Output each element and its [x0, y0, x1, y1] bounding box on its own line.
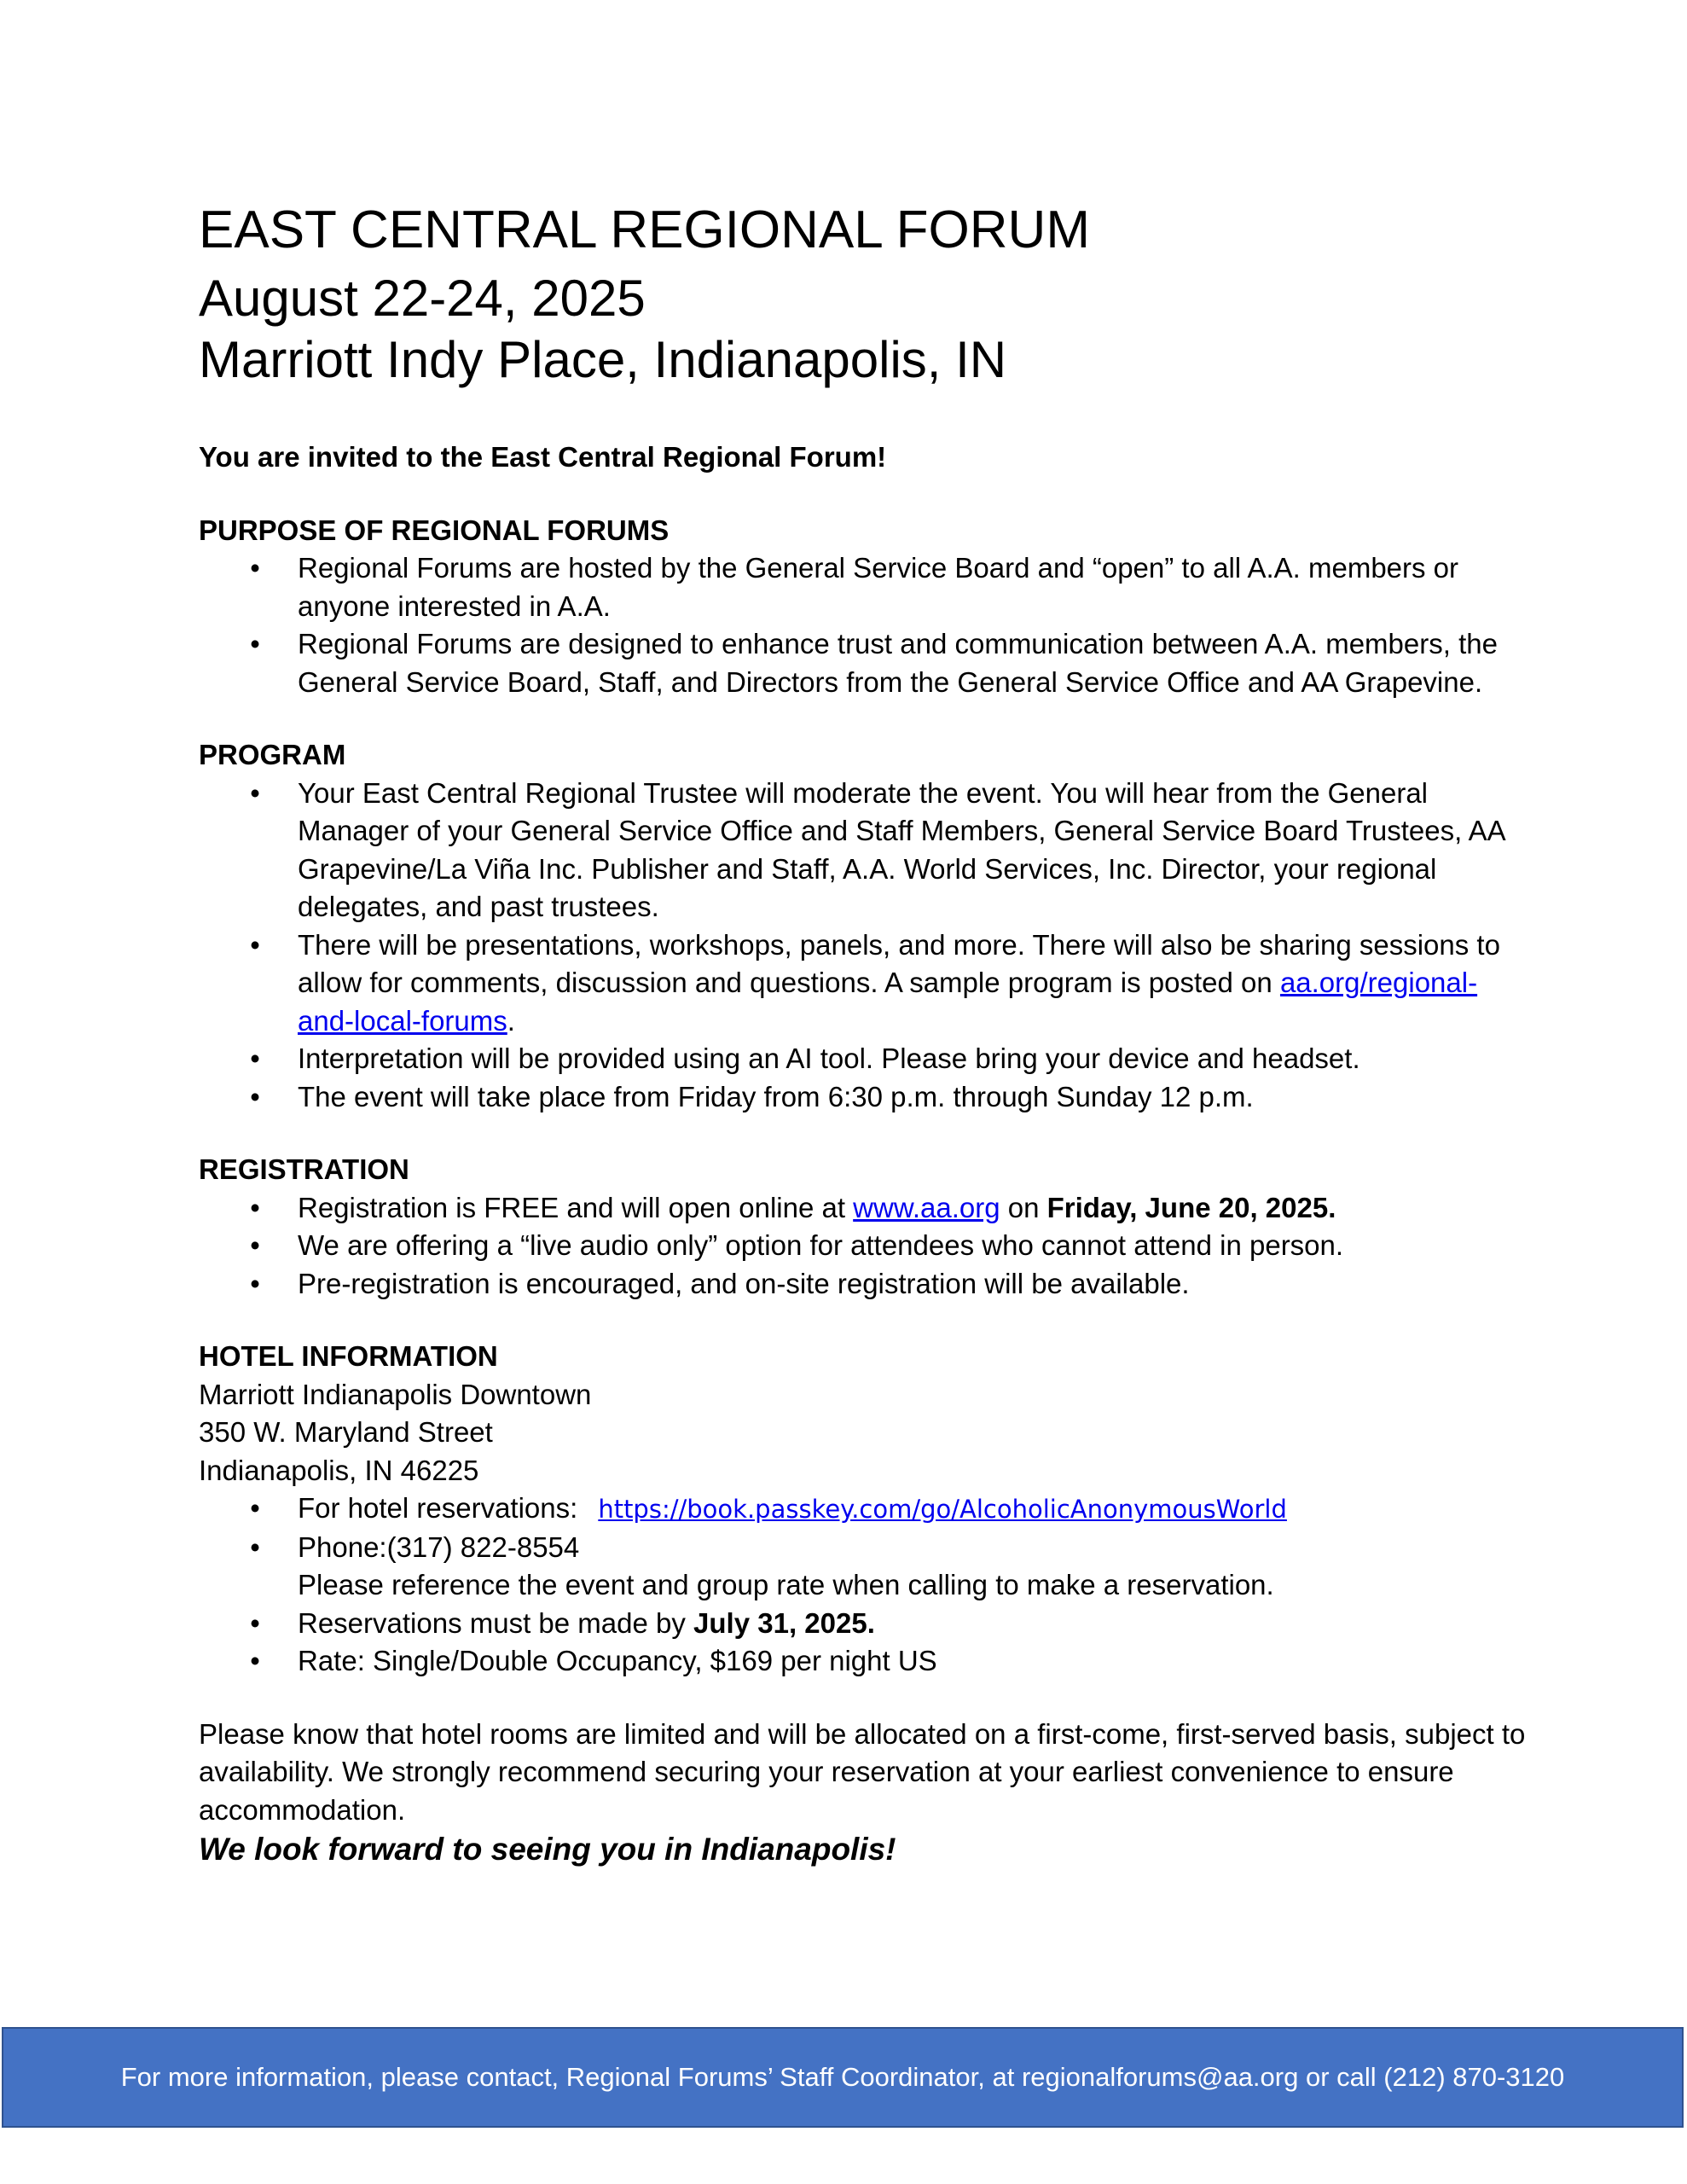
list-item: • Regional Forums are designed to enhance trust and communication between A.A. members, the General Service Board, Staff, and Directors from the General Service Office and AA Grapevine.	[199, 625, 1529, 701]
bullet-icon: •	[250, 1043, 260, 1074]
purpose-heading: PURPOSE OF REGIONAL FORUMS	[199, 514, 670, 546]
bullet-icon: •	[250, 628, 260, 659]
bullet-icon: •	[250, 1531, 260, 1563]
hotel-name: Marriott Indianapolis Downtown	[199, 1378, 592, 1410]
bullet-icon: •	[250, 1645, 260, 1676]
closing-text: Please know that hotel rooms are limited and will be allocated on a first-come, first-served basis, subject to availability. We strongly recommend securing your reservation at your earliest convenience to ensure accommodation.	[199, 1717, 1526, 1826]
closing-emphasis: We look forward to seeing you in Indianapolis!	[199, 1832, 896, 1867]
footer-text: For more information, please contact, Regional Forums’ Staff Coordinator, at regionalforums@aa.org or call (212) 870-3120	[120, 2062, 1565, 2092]
registration-list	[199, 1189, 1529, 1304]
event-dates: August 22-24, 2025	[199, 270, 646, 327]
bullet-icon: •	[250, 1191, 260, 1223]
registration-section	[199, 1151, 1529, 1303]
hotel-heading: HOTEL INFORMATION	[199, 1340, 498, 1372]
aa-website-link[interactable]: www.aa.org	[853, 1191, 1000, 1223]
document-body	[199, 198, 1529, 1870]
list-item: • Phone:(317) 822-8554 Please reference the event and group rate when calling to make a reservation.	[199, 1529, 1529, 1605]
purpose-section	[199, 512, 1529, 702]
bullet-icon: •	[250, 1492, 260, 1524]
list-item: • Reservations must be made by July 31, 2025.	[199, 1605, 1529, 1643]
bullet-icon: •	[250, 1606, 260, 1639]
bullet-icon: •	[250, 928, 260, 961]
bullet-icon: •	[250, 1080, 260, 1112]
page-title: EAST CENTRAL REGIONAL FORUM	[199, 200, 1090, 259]
program-section	[199, 736, 1529, 1116]
list-item: • For hotel reservations: https://book.passkey.com/go/AlcoholicAnonymousWorld	[199, 1490, 1529, 1529]
bullet-icon: •	[250, 1229, 260, 1261]
list-item: • Pre-registration is encouraged, and on-site registration will be available.	[199, 1265, 1529, 1304]
hotel-section	[199, 1338, 1529, 1681]
hotel-reservation-link[interactable]: https://book.passkey.com/go/AlcoholicAnonymousWorld	[598, 1495, 1287, 1524]
contact-footer	[2, 2027, 1684, 2128]
forums-link[interactable]: aa.org/regional-and-local-forums	[298, 967, 1478, 1037]
list-item: • Regional Forums are hosted by the General Service Board and “open” to all A.A. members or anyone interested in A.A.	[199, 549, 1529, 625]
registration-open-date: Friday, June 20, 2025.	[1046, 1191, 1336, 1223]
bullet-icon: •	[250, 1267, 260, 1299]
program-list	[199, 775, 1529, 1117]
list-item: • We are offering a “live audio only” option for attendees who cannot attend in person.	[199, 1227, 1529, 1265]
list-item: • There will be presentations, workshops, panels, and more. There will also be sharing sessions to allow for comments, discussion and questions. A sample program is posted on aa.org/regional-and-local-forums.	[199, 926, 1529, 1041]
bullet-icon: •	[250, 776, 260, 809]
registration-heading: REGISTRATION	[199, 1153, 409, 1185]
hotel-rate: Rate: Single/Double Occupancy, $169 per night US	[298, 1645, 937, 1676]
purpose-list	[199, 549, 1529, 701]
list-item: • Interpretation will be provided using an AI tool. Please bring your device and headset.	[199, 1040, 1529, 1078]
event-venue: Marriott Indy Place, Indianapolis, IN	[199, 331, 1007, 388]
hotel-street: 350 W. Maryland Street	[199, 1416, 493, 1448]
invite-text: You are invited to the East Central Regional Forum!	[199, 441, 887, 473]
program-heading: PROGRAM	[199, 739, 346, 770]
closing-section	[199, 1716, 1529, 1871]
list-item: • Registration is FREE and will open online at www.aa.org on Friday, June 20, 2025.	[199, 1189, 1529, 1228]
hotel-phone: Phone:(317) 822-8554	[298, 1531, 580, 1563]
reservation-deadline: July 31, 2025.	[693, 1606, 875, 1639]
list-item: • Your East Central Regional Trustee will moderate the event. You will hear from the General Manager of your General Service Office and Staff Members, General Service Board Trustees, AA Grapevine/La Viña Inc. Publisher and Staff, A.A. World Services, Inc. Director, your regional delegates, and past trustees.	[199, 775, 1529, 926]
list-item: • The event will take place from Friday from 6:30 p.m. through Sunday 12 p.m.	[199, 1078, 1529, 1117]
list-item	[199, 1642, 1529, 1681]
hotel-city: Indianapolis, IN 46225	[199, 1454, 479, 1486]
bullet-icon: •	[250, 552, 260, 584]
hotel-list	[199, 1490, 1529, 1681]
